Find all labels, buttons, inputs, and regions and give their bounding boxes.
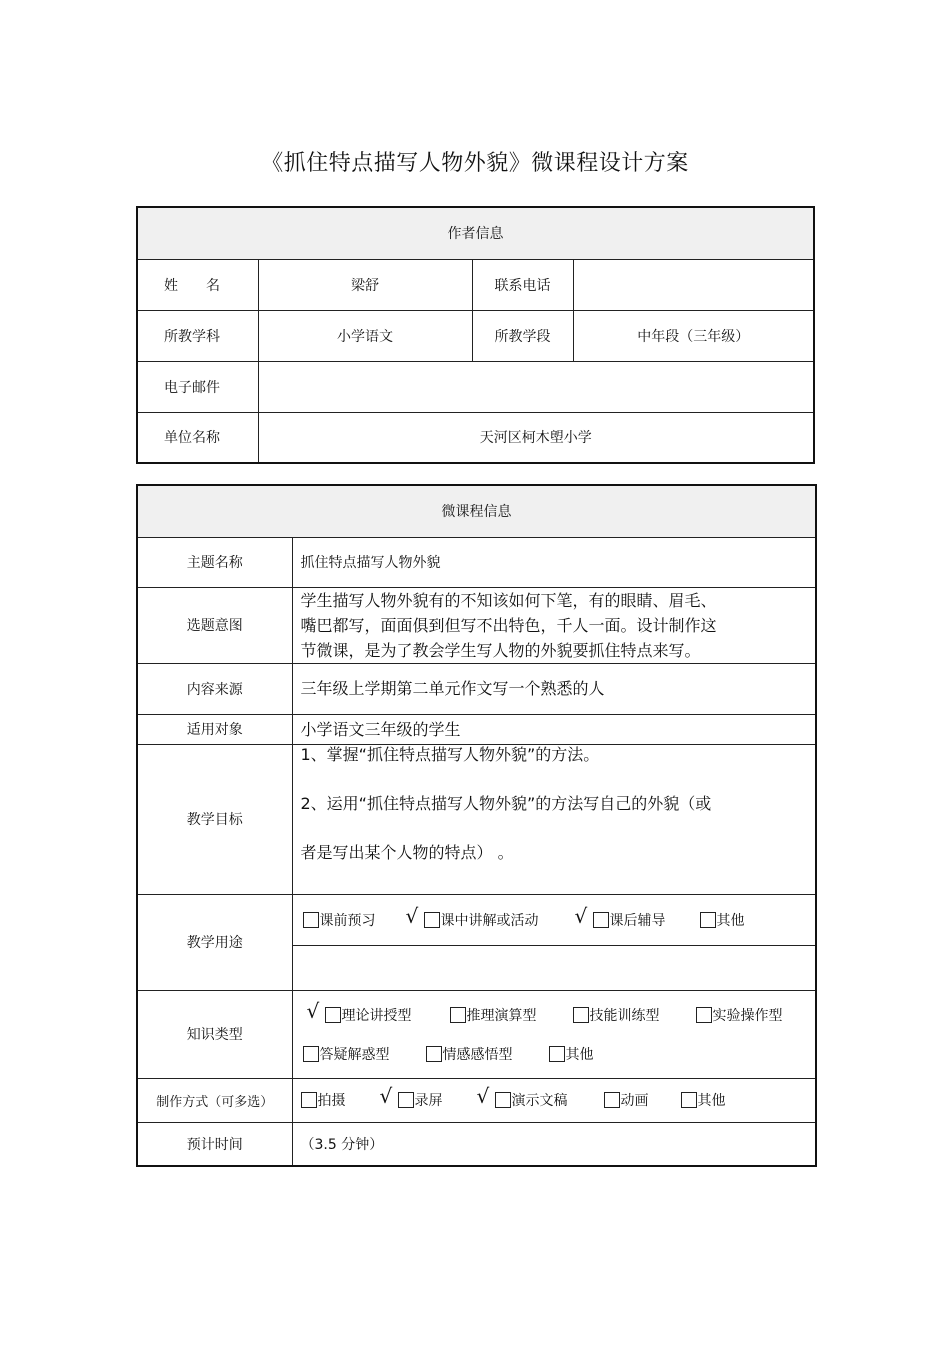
goal-line: 2、运用“抓住特点描写人物外貌”的方法写自己的外貌（或	[300, 793, 712, 813]
checkbox[interactable]	[681, 1092, 697, 1108]
use-option[interactable]: 其他	[700, 910, 745, 930]
check-mark-icon: √	[574, 903, 588, 928]
author-info-table	[136, 206, 815, 464]
checkbox[interactable]	[593, 912, 609, 928]
unit-label: 单位名称	[137, 412, 258, 463]
intent-line: 嘴巴都写，面面俱到但写不出特色，千人一面。设计制作这	[300, 615, 717, 635]
goal-value	[292, 744, 816, 894]
use-option[interactable]: 课前预习	[303, 910, 376, 930]
email-label: 电子邮件	[137, 361, 258, 412]
phone-value	[573, 259, 814, 310]
grade-label: 所教学段	[472, 310, 573, 361]
course-info-table	[136, 484, 817, 1167]
document-title: 《抓住特点描写人物外貌》微课程设计方案	[261, 151, 689, 176]
checkbox[interactable]	[549, 1046, 565, 1062]
method-option[interactable]: 拍摄	[301, 1090, 346, 1110]
course-info-header: 微课程信息	[137, 485, 816, 537]
subject-value: 小学语文	[258, 310, 472, 361]
use-option[interactable]: √ 课中讲解或活动	[405, 903, 539, 929]
checkbox[interactable]	[700, 912, 716, 928]
time-label: 预计时间	[137, 1122, 292, 1166]
name-label: 姓 名	[137, 259, 258, 310]
knowledge-label: 知识类型	[137, 990, 292, 1078]
knowledge-option[interactable]: 技能训练型	[573, 1005, 660, 1025]
use-extra	[292, 945, 816, 990]
method-label: 制作方式（可多选）	[137, 1078, 292, 1122]
checkbox[interactable]	[495, 1092, 511, 1108]
checkbox[interactable]	[450, 1007, 466, 1023]
goal-line: 者是写出某个人物的特点） 。	[300, 842, 514, 862]
goal-line: 1、掌握“抓住特点描写人物外貌”的方法。	[300, 744, 600, 764]
audience-label: 适用对象	[137, 714, 292, 744]
check-mark-icon: √	[379, 1084, 393, 1108]
check-mark-icon: √	[476, 1084, 490, 1108]
knowledge-option[interactable]: 其他	[549, 1044, 594, 1064]
check-mark-icon: √	[306, 999, 320, 1023]
checkbox[interactable]	[303, 1046, 319, 1062]
method-option[interactable]: √ 录屏	[379, 1084, 443, 1109]
checkbox[interactable]	[398, 1092, 414, 1108]
intent-line: 学生描写人物外貌有的不知该如何下笔，有的眼睛、眉毛、	[300, 590, 717, 610]
intent-value	[292, 587, 816, 663]
checkbox[interactable]	[301, 1092, 317, 1108]
method-option[interactable]: 其他	[681, 1090, 726, 1110]
author-info-header: 作者信息	[137, 207, 814, 259]
checkbox[interactable]	[426, 1046, 442, 1062]
topic-label: 主题名称	[137, 537, 292, 587]
name-value: 梁舒	[258, 259, 472, 310]
topic-value: 抓住特点描写人物外貌	[292, 537, 816, 587]
use-options	[292, 894, 816, 945]
intent-label: 选题意图	[137, 587, 292, 663]
checkbox[interactable]	[604, 1092, 620, 1108]
grade-value: 中年段（三年级）	[573, 310, 814, 361]
checkbox[interactable]	[573, 1007, 589, 1023]
use-label: 教学用途	[137, 894, 292, 990]
knowledge-option[interactable]: 答疑解惑型	[303, 1044, 390, 1064]
use-option[interactable]: √ 课后辅导	[574, 903, 666, 929]
audience-value: 小学语文三年级的学生	[292, 714, 816, 744]
subject-label: 所教学科	[137, 310, 258, 361]
intent-line: 节微课，是为了教会学生写人物的外貌要抓住特点来写。	[300, 640, 701, 660]
phone-label: 联系电话	[472, 259, 573, 310]
source-value: 三年级上学期第二单元作文写一个熟悉的人	[292, 663, 816, 714]
method-options	[292, 1078, 816, 1122]
checkbox[interactable]	[325, 1007, 341, 1023]
knowledge-option[interactable]: 推理演算型	[450, 1005, 537, 1025]
checkbox[interactable]	[303, 912, 319, 928]
check-mark-icon: √	[405, 903, 419, 928]
method-option[interactable]: 动画	[604, 1090, 649, 1110]
knowledge-options	[292, 990, 816, 1078]
method-option[interactable]: √ 演示文稿	[476, 1084, 568, 1109]
checkbox[interactable]	[424, 912, 440, 928]
knowledge-option[interactable]: √ 理论讲授型	[306, 999, 412, 1024]
email-value	[258, 361, 814, 412]
goal-label: 教学目标	[137, 744, 292, 894]
time-value: （3.5 分钟）	[292, 1122, 816, 1166]
source-label: 内容来源	[137, 663, 292, 714]
knowledge-option[interactable]: 实验操作型	[696, 1005, 783, 1025]
unit-value: 天河区柯木塱小学	[258, 412, 814, 463]
knowledge-option[interactable]: 情感感悟型	[426, 1044, 513, 1064]
checkbox[interactable]	[696, 1007, 712, 1023]
